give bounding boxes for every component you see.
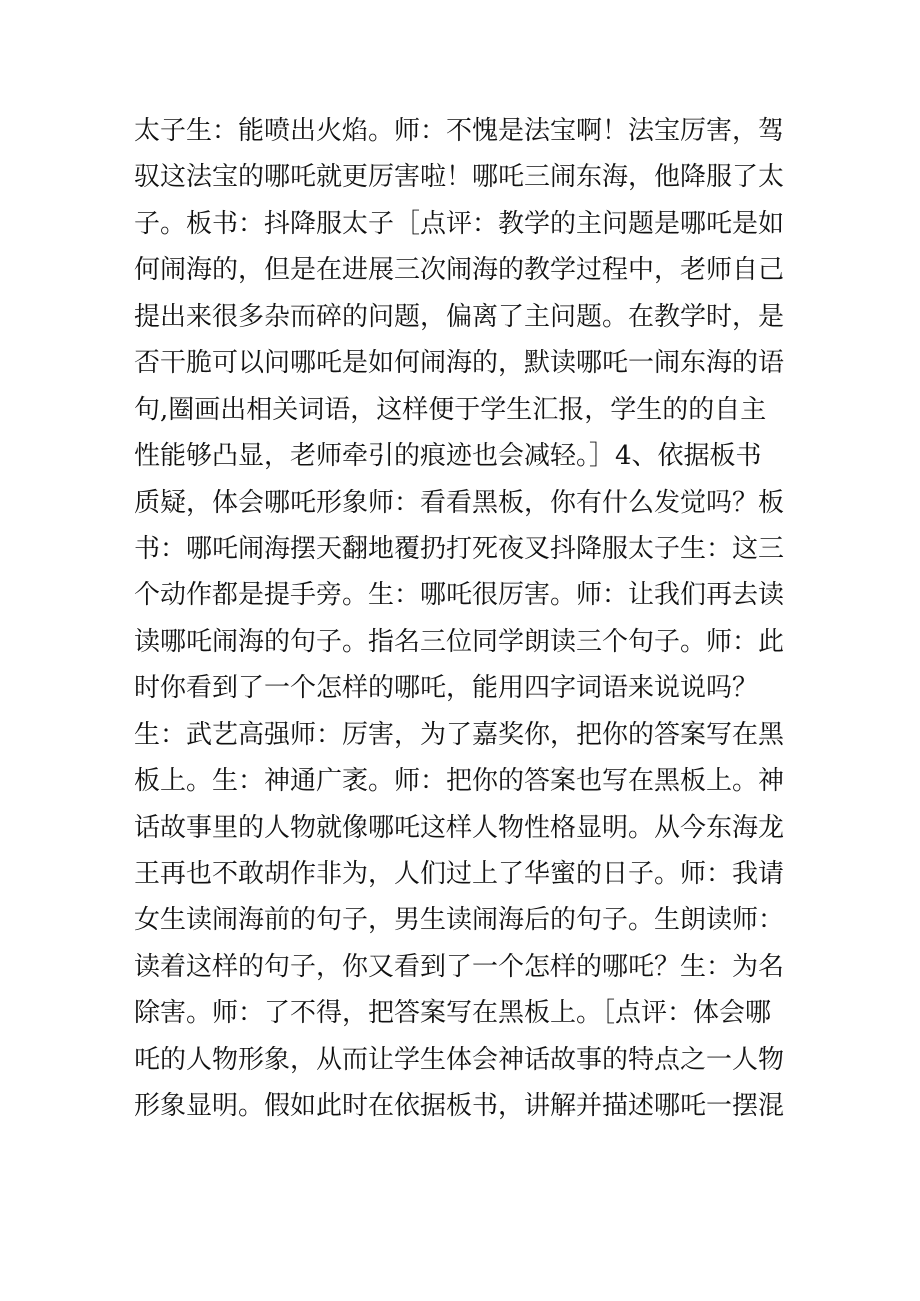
text-line: 生：武艺高强师：厉害，为了嘉奖你，把你的答案写在黑 <box>134 719 785 750</box>
text-line: 读着这样的句子，你又看到了一个怎样的哪吒？生：为名 <box>134 951 785 982</box>
text-line: 除害。师：了不得，把答案写在黑板上。［点评：体会哪 <box>134 998 772 1029</box>
text-line: 太子生：能喷出火焰。师：不愧是法宝啊！法宝厉害，驾 <box>134 116 785 146</box>
text-line: 书：哪吒闹海摆天翻地覆扔打死夜叉抖降服太子生：这三 <box>134 533 785 564</box>
text-line: 质疑，体会哪吒形象师：看看黑板，你有什么发觉吗？板 <box>134 487 785 518</box>
text-line: 女生读闹海前的句子，男生读闹海后的句子。生朗读师： <box>134 905 785 936</box>
text-line: 王再也不敢胡作非为，人们过上了华蜜的日子。师：我请 <box>134 859 785 889</box>
text-line: 形象显明。假如此时在依据板书，讲解并描述哪吒一摆混 <box>134 1091 785 1122</box>
text-line: 时你看到了一个怎样的哪吒，能用四字词语来说说吗？ <box>134 673 759 704</box>
text-line: 提出来很多杂而碎的问题，偏离了主问题。在教学时，是 <box>134 301 785 332</box>
body-text <box>134 108 814 1130</box>
text-line: 何闹海的，但是在进展三次闹海的教学过程中，老师自己 <box>134 255 785 286</box>
text-line: 吒的人物形象，从而让学生体会神话故事的特点之一人物 <box>134 1044 785 1075</box>
text-line: 话故事里的人物就像哪吒这样人物性格显明。从今东海龙 <box>134 812 785 843</box>
text-line: 性能够凸显，老师牵引的痕迹也会减轻。］4、依据板书 <box>134 441 762 472</box>
text-line: 板上。生：神通广袤。师：把你的答案也写在黑板上。神 <box>134 766 785 797</box>
text-line: 子。板书：抖降服太子［点评：教学的主问题是哪吒是如 <box>134 208 785 239</box>
text-line: 否干脆可以问哪吒是如何闹海的，默读哪吒一闹东海的语 <box>134 348 785 379</box>
text-line: 驭这法宝的哪吒就更厉害啦！哪吒三闹东海，他降服了太 <box>134 162 785 193</box>
text-line: 句,圈画出相关词语，这样便于学生汇报，学生的的自主 <box>134 394 767 425</box>
text-line: 读哪吒闹海的句子。指名三位同学朗读三个句子。师：此 <box>134 626 785 657</box>
text-line: 个动作都是提手旁。生：哪吒很厉害。师：让我们再去读 <box>134 580 785 611</box>
